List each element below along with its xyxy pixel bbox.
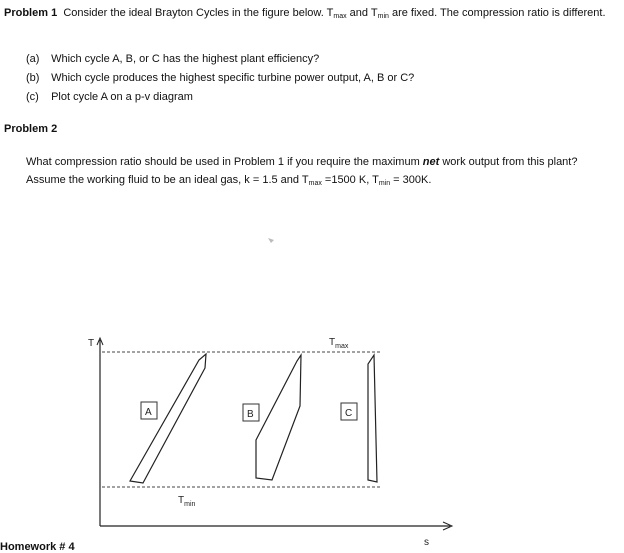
x-axis-label: s [424,537,429,548]
question-a-label: (a) [26,53,40,65]
problem2-text-b: work output from this plant? Assume the working fluid to be an ideal gas, k = 1.5 and T [26,156,578,186]
question-c-text: Plot cycle A on a p-v diagram [51,91,193,103]
problem1-intro-a: Consider the ideal Brayton Cycles in the figure below. T [63,7,334,19]
question-a-text: Which cycle A, B, or C has the highest plant efficiency? [51,53,320,65]
question-b-text: Which cycle produces the highest specific turbine power output, A, B or C? [51,72,415,84]
p2-tmin-subscript: min [378,180,391,187]
tmax-subscript: max [333,13,347,20]
problem1-intro-b: and T [346,7,378,19]
problem2-text-a: What compression ratio should be used in Problem 1 if you require the maximum [26,156,423,168]
cycle-a-label: A [145,407,152,418]
cycle-b-label: B [247,409,254,420]
problem2-bold-word: net [422,156,440,168]
footer-partial-text: Homework # 4 [0,541,75,553]
cycle-c-label: C [345,408,353,419]
problem2-text-c: =1500 K, T [321,174,379,186]
cycle-c-outline [368,355,377,482]
question-c-label: (c) [26,91,39,103]
cycle-b-outline [256,355,301,480]
problem2-text-d: = 300K. [390,174,432,186]
scan-speck [268,238,274,243]
problem2-heading: Problem 2 [4,123,58,135]
tmin-label: $T_{min}$ [178,495,196,508]
tmax-label: $T_{max}$ [329,337,349,350]
tmin-subscript: min [377,13,389,20]
problem1-intro-c: are fixed. The compression ratio is different. [388,7,606,19]
y-axis-label: T [88,338,95,349]
problem1-heading: Problem 1 [4,7,58,19]
p2-tmax-subscript: max [308,180,322,187]
question-b-label: (b) [26,72,40,84]
